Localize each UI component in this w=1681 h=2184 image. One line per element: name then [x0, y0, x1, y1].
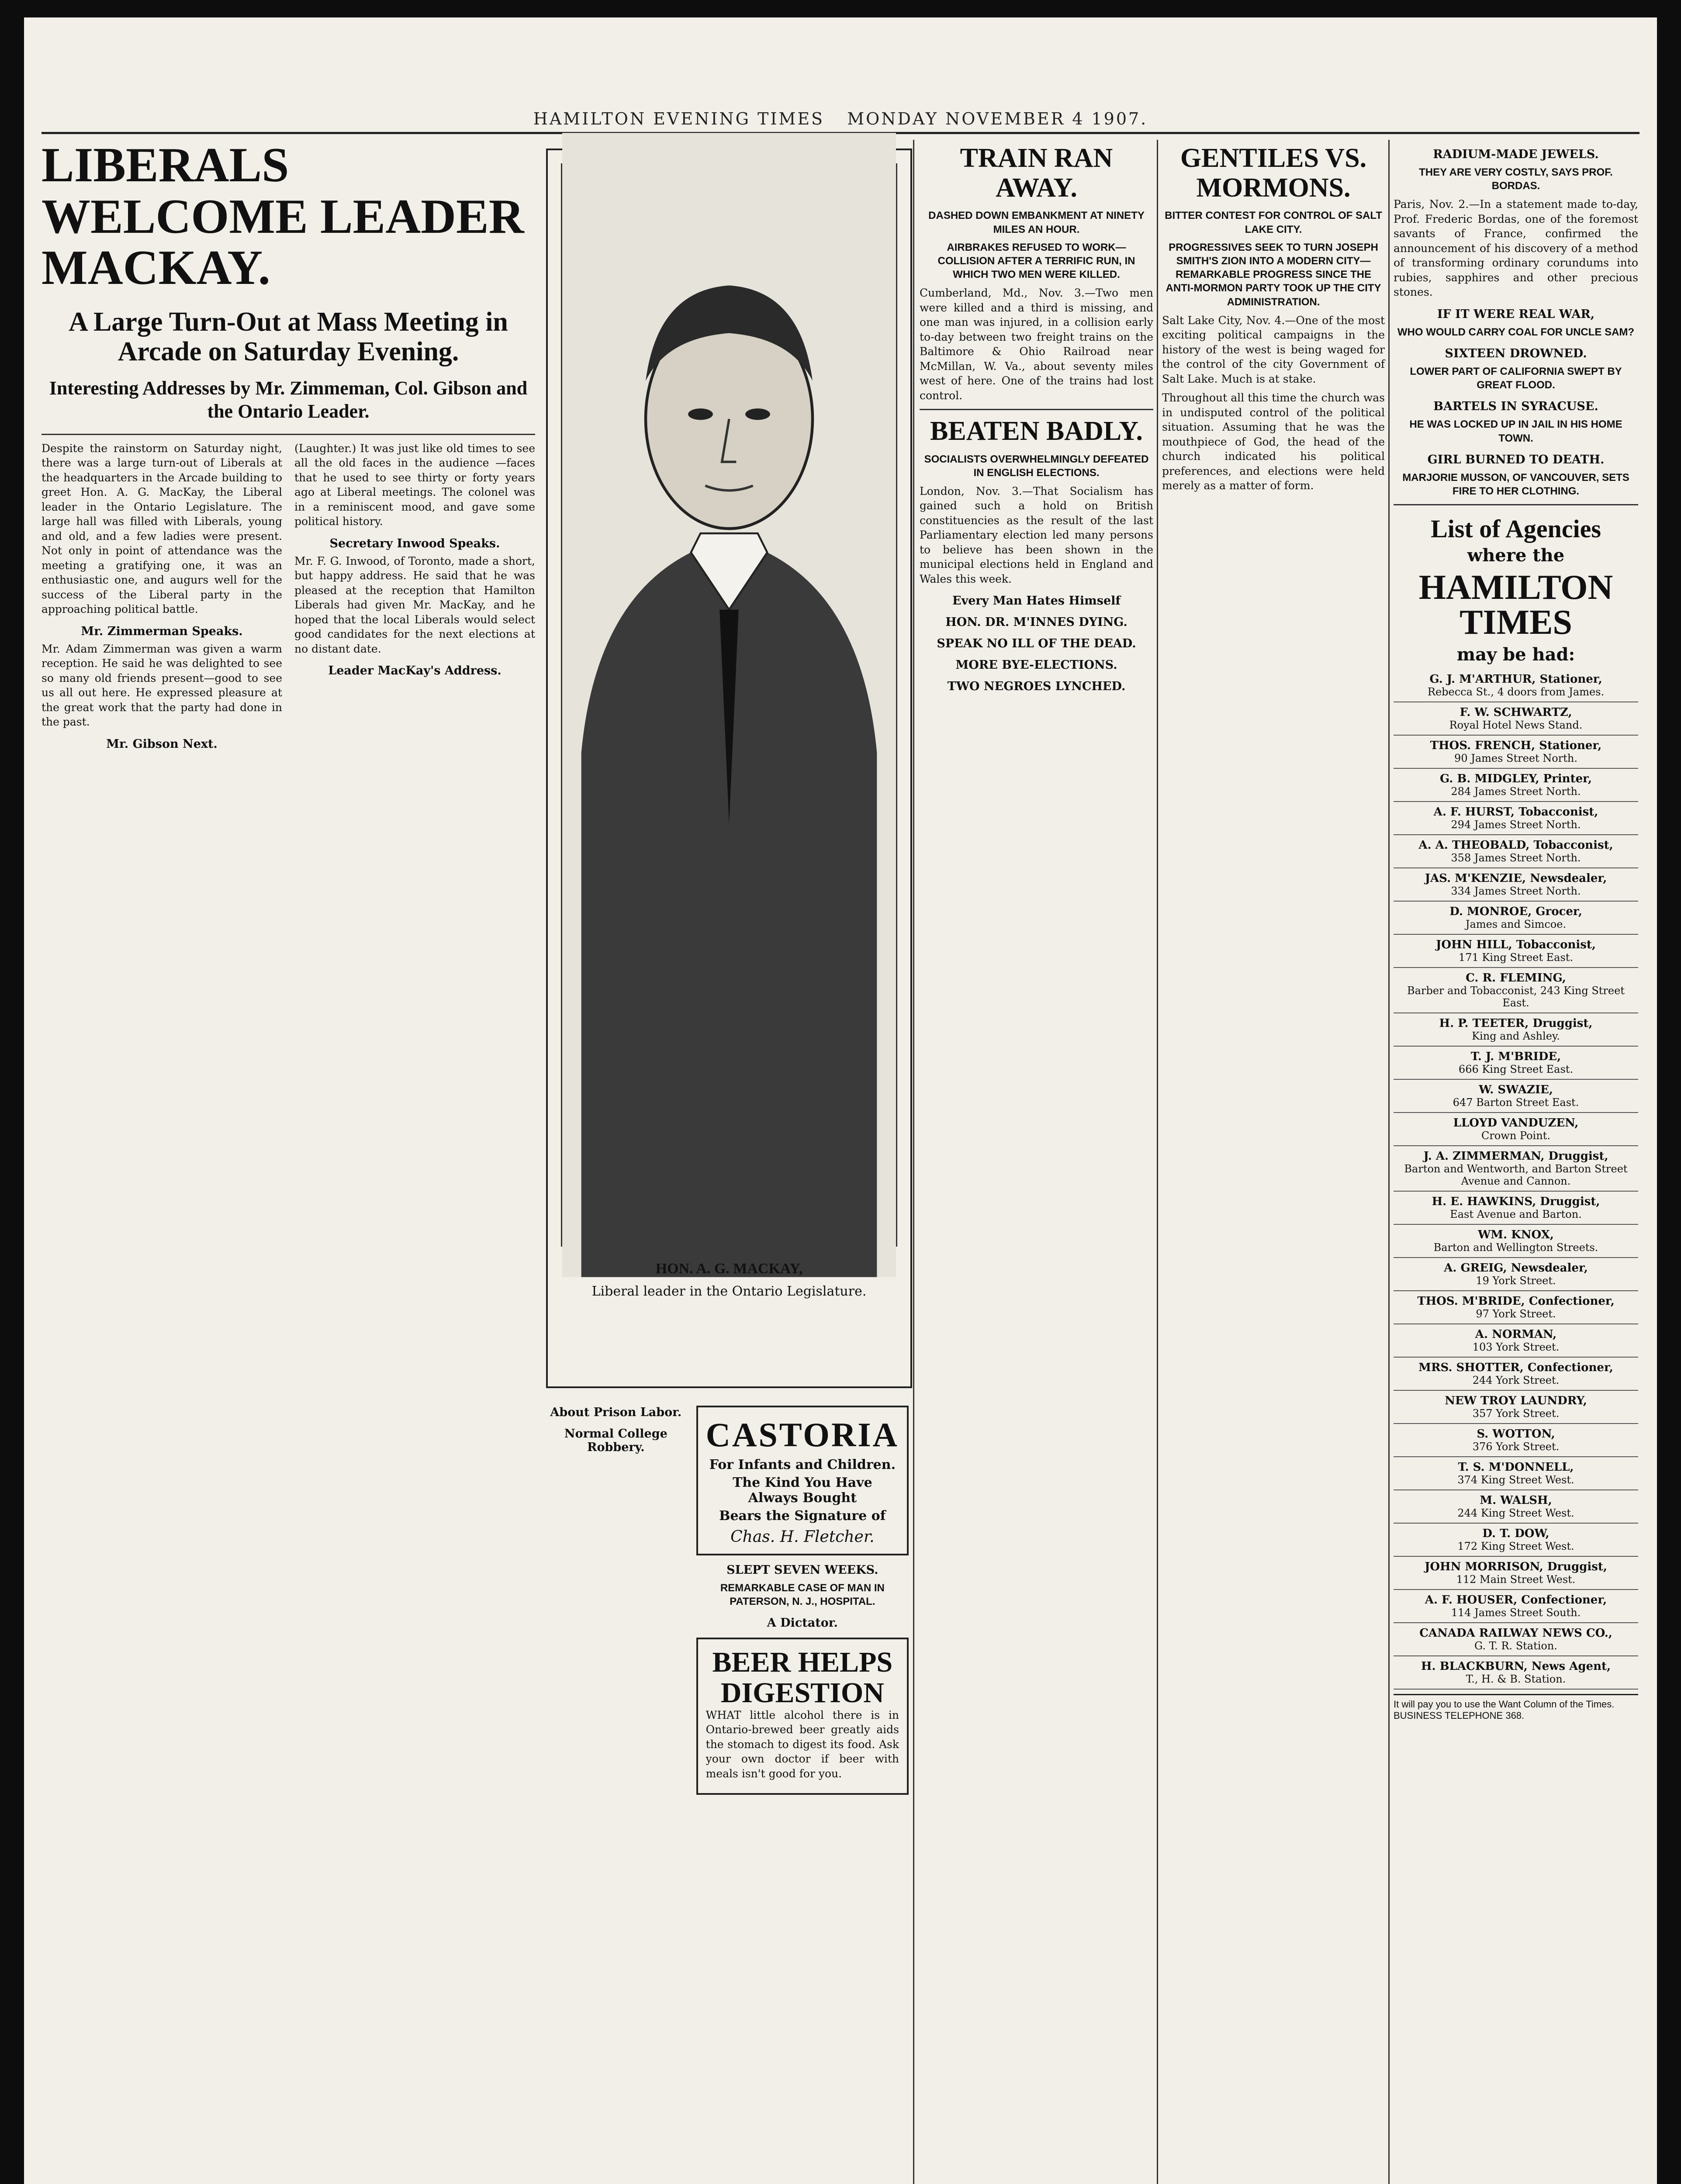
agency-item	[1394, 968, 1638, 1013]
train-headline: TRAIN RAN AWAY.	[960, 143, 1113, 203]
lynched-head: TWO NEGROES LYNCHED.	[947, 680, 1126, 694]
agency-list	[1394, 669, 1638, 1690]
agency-address: 357 York Street.	[1472, 1407, 1560, 1420]
agency-name: A. F. HURST, Tobacconist,	[1433, 805, 1598, 819]
agency-name: A. A. THEOBALD, Tobacconist,	[1418, 839, 1613, 852]
train-divider	[920, 409, 1153, 410]
agency-item	[1394, 1358, 1638, 1391]
agency-name: H. P. TEETER, Druggist,	[1439, 1017, 1593, 1030]
middle-columns	[546, 1398, 909, 2184]
agency-address: G. T. R. Station.	[1474, 1640, 1557, 1652]
lead-headline: LIBERALS WELCOME LEADER MACKAY.	[42, 138, 524, 295]
agency-name: LLOYD VANDUZEN,	[1453, 1116, 1579, 1130]
agency-title: List of Agencies	[1431, 515, 1601, 543]
agency-address: 294 James Street North.	[1451, 819, 1581, 831]
agency-name: G. J. M'ARTHUR, Stationer,	[1429, 673, 1602, 686]
agency-address: 171 King Street East.	[1458, 951, 1574, 964]
agency-name: M. WALSH,	[1480, 1494, 1552, 1507]
agency-name: W. SWAZIE,	[1479, 1083, 1553, 1097]
lead-subhead-zimmerman: Mr. Zimmerman Speaks.	[81, 624, 243, 638]
speak-no-ill-head: SPEAK NO ILL OF THE DEAD.	[937, 637, 1136, 651]
train-column	[920, 140, 1153, 2184]
agency-address: 376 York Street.	[1472, 1441, 1560, 1453]
column-rule	[913, 140, 914, 2184]
train-deck: DASHED DOWN EMBANKMENT AT NINETY MILES AN HOUR.	[928, 210, 1145, 235]
agency-address: Barton and Wellington Streets.	[1433, 1241, 1598, 1254]
syracuse-deck: HE WAS LOCKED UP IN JAIL IN HIS HOME TOWN.	[1409, 418, 1622, 444]
agency-name: THOS. FRENCH, Stationer,	[1430, 739, 1602, 753]
lead-body-right	[294, 441, 535, 754]
agency-name: A. GREIG, Newsdealer,	[1444, 1261, 1588, 1275]
agency-name: C. R. FLEMING,	[1466, 971, 1566, 985]
agency-name: NEW TROY LAUNDRY,	[1445, 1394, 1587, 1408]
agency-item	[1394, 1291, 1638, 1324]
agency-name: MRS. SHOTTER, Confectioner,	[1418, 1361, 1613, 1375]
train-deck-2: AIRBRAKES REFUSED TO WORK—COLLISION AFTER A TERRIFIC RUN, IN WHICH TWO MEN WERE KILLED.	[937, 241, 1135, 281]
agency-item	[1394, 1623, 1638, 1656]
agency-name: JAS. M'KENZIE, Newsdealer,	[1425, 872, 1607, 885]
agency-item	[1394, 1013, 1638, 1047]
want-column-notice: It will pay you to use the Want Column of the Times. BUSINESS TELEPHONE 368.	[1394, 1694, 1638, 1721]
dictator-head: A Dictator.	[767, 1616, 838, 1630]
agency-address: 244 York Street.	[1472, 1374, 1560, 1387]
agency-item	[1394, 1457, 1638, 1490]
column-rule	[1157, 140, 1158, 2184]
agency-address: 334 James Street North.	[1451, 885, 1581, 898]
mormon-deck-2: PROGRESSIVES SEEK TO TURN JOSEPH SMITH'S ZION INTO A MODERN CITY—REMARKABLE PROGRESS SINCE THE ANTI-MORMON PARTY TOOK UP THE CITY ADMINISTRATION.	[1166, 241, 1381, 308]
radium-deck: THEY ARE VERY COSTLY, SAYS PROF. BORDAS.	[1419, 166, 1613, 192]
agency-address: East Avenue and Barton.	[1450, 1208, 1582, 1221]
burned-head: GIRL BURNED TO DEATH.	[1427, 453, 1605, 467]
masthead-paper: HAMILTON EVENING TIMES	[533, 109, 825, 128]
prison-labor-head: About Prison Labor.	[550, 1406, 682, 1419]
agency-address: 112 Main Street West.	[1456, 1573, 1576, 1586]
agency-name: S. WOTTON,	[1477, 1427, 1555, 1441]
middle-column-right	[696, 1398, 909, 2184]
radium-paragraph: Paris, Nov. 2.—In a statement made to-day, Prof. Frederic Bordas, one of the foremost savants of France, confirmed the announcement of his discovery of a method of transforming ordinary corundums into rubies, sapphires and other precious stones.	[1394, 198, 1638, 299]
beer-text: WHAT little alcohol there is in Ontario-brewed beer greatly aids the stomach to digest its food. Ask your own doctor if beer with meals isn't good for you.	[706, 1708, 899, 1780]
lead-deck-2: Interesting Addresses by Mr. Zimmeman, Col. Gibson and the Ontario Leader.	[49, 377, 528, 422]
agency-item	[1394, 1258, 1638, 1291]
agency-name: THOS. M'BRIDE, Confectioner,	[1417, 1295, 1615, 1308]
agency-address: 244 King Street West.	[1457, 1507, 1574, 1520]
mormon-column	[1162, 140, 1385, 2184]
agency-item	[1394, 669, 1638, 702]
agency-name: T. J. M'BRIDE,	[1470, 1050, 1561, 1064]
agency-item	[1394, 868, 1638, 902]
mormon-paragraph-2: Throughout all this time the church was in undisputed control of the political situation. Assuming that he was the mouthpiece of God, the head of the church indicated his political preferences, and elections were held merely as a matter of form.	[1162, 391, 1385, 492]
mormon-paragraph-1: Salt Lake City, Nov. 4.—One of the most exciting political campaigns in the history of the west is being waged for the control of the city Government of Salt Lake. Much is at stake.	[1162, 314, 1385, 385]
agency-item	[1394, 935, 1638, 968]
agency-name: A. F. HOUSER, Confectioner,	[1425, 1593, 1607, 1607]
portrait-frame	[546, 149, 912, 1388]
agency-item	[1394, 1656, 1638, 1690]
portrait-caption-name: HON. A. G. MACKAY,	[655, 1261, 803, 1277]
agency-address: 647 Barton Street East.	[1453, 1096, 1579, 1109]
portrait-caption-text: Liberal leader in the Ontario Legislature.	[591, 1284, 867, 1299]
agency-item	[1394, 769, 1638, 802]
agency-item	[1394, 1391, 1638, 1424]
beer-ad	[696, 1638, 909, 1795]
burned-deck: MARJORIE MUSSON, OF VANCOUVER, SETS FIRE TO HER CLOTHING.	[1402, 471, 1629, 497]
agency-where: where the	[1467, 545, 1565, 566]
slept-head: SLEPT SEVEN WEEKS.	[726, 1563, 879, 1577]
agency-address: 97 York Street.	[1476, 1308, 1556, 1320]
agency-item	[1394, 1192, 1638, 1225]
agency-item	[1394, 1225, 1638, 1258]
lead-body-left	[42, 441, 282, 754]
agency-name: H. BLACKBURN, News Agent,	[1421, 1660, 1611, 1673]
real-war-head: IF IT WERE REAL WAR,	[1437, 307, 1595, 321]
hates-himself-head: Every Man Hates Himself	[952, 594, 1121, 608]
agency-name: D. T. DOW,	[1482, 1527, 1550, 1541]
agency-item	[1394, 1047, 1638, 1080]
agency-address: James and Simcoe.	[1465, 918, 1567, 931]
agency-item	[1394, 1113, 1638, 1146]
column-rule	[1388, 140, 1390, 2184]
newspaper-page	[24, 17, 1657, 2184]
agency-name: T. S. M'DONNELL,	[1458, 1461, 1574, 1474]
agency-item	[1394, 1524, 1638, 1557]
masthead	[24, 109, 1657, 127]
agency-address: 19 York Street.	[1476, 1275, 1556, 1287]
agency-name: JOHN HILL, Tobacconist,	[1436, 938, 1596, 952]
castoria-ad	[696, 1406, 909, 1555]
agency-address: Barton and Wentworth, and Barton Street Avenue and Cannon.	[1404, 1163, 1628, 1188]
briefs-column	[1394, 140, 1638, 2184]
agency-paper: HAMILTON TIMES	[1418, 568, 1613, 642]
agency-address: Barber and Tobacconist, 243 King Street East.	[1407, 985, 1625, 1009]
agency-item	[1394, 1080, 1638, 1113]
agency-had: may be had:	[1456, 644, 1575, 665]
radium-head: RADIUM-MADE JEWELS.	[1433, 148, 1599, 161]
castoria-tagline: The Kind You Have Always Bought	[732, 1475, 872, 1506]
lead-paragraph-1: Despite the rainstorm on Saturday night, there was a large turn-out of Liberals at the headquarters in the Arcade building to greet Hon. A. G. MacKay, the Liberal leader in the Ontario Legislature. The large hall was filled with Liberals, young and old, and a few ladies were present. Not only in point of attendance was the meeting a gratifying one, it was an enthusiastic one, and augurs well for the success of the Liberal party in the approaching political battle.	[42, 442, 282, 616]
agency-item	[1394, 1557, 1638, 1590]
agency-name: A. NORMAN,	[1475, 1328, 1557, 1341]
agency-item	[1394, 1590, 1638, 1623]
agency-name: D. MONROE, Grocer,	[1449, 905, 1582, 919]
syracuse-head: BARTELS IN SYRACUSE.	[1433, 400, 1598, 414]
lead-deck-1: A Large Turn-Out at Mass Meeting in Arcade on Saturday Evening.	[69, 307, 508, 366]
drowned-head: SIXTEEN DROWNED.	[1445, 347, 1587, 361]
mormon-headline: GENTILES VS. MORMONS.	[1180, 143, 1367, 203]
agency-name: H. E. HAWKINS, Druggist,	[1432, 1195, 1600, 1209]
lead-body-columns	[42, 441, 535, 754]
agency-address: Crown Point.	[1481, 1130, 1550, 1142]
masthead-date: MONDAY NOVEMBER 4 1907.	[847, 109, 1148, 128]
beer-headline: BEER HELPS DIGESTION	[712, 1646, 893, 1709]
agency-name: F. W. SCHWARTZ,	[1460, 706, 1572, 719]
beaten-deck: SOCIALISTS OVERWHELMINGLY DEFEATED IN ENGLISH ELECTIONS.	[924, 453, 1149, 479]
agency-address: Royal Hotel News Stand.	[1449, 719, 1583, 732]
normal-college-head: Normal College Robbery.	[564, 1427, 668, 1454]
lead-story	[42, 140, 535, 2184]
agency-name: JOHN MORRISON, Druggist,	[1425, 1560, 1607, 1574]
castoria-signature: Chas. H. Fletcher.	[730, 1528, 875, 1546]
agency-name: G. B. MIDGLEY, Printer,	[1439, 772, 1592, 786]
agency-item	[1394, 1424, 1638, 1457]
train-paragraph: Cumberland, Md., Nov. 3.—Two men were killed and a third is missing, and one man was injured, in a collision early to-day between two freight trains on the Baltimore & Ohio Railroad near McMillan, W. Va., about seventy miles west of here. One of the trains had lost control.	[920, 287, 1153, 402]
agency-name: CANADA RAILWAY NEWS CO.,	[1419, 1627, 1612, 1640]
castoria-for: For Infants and Children.	[709, 1457, 896, 1472]
lead-paragraph-4: Mr. Adam Zimmerman was given a warm reception. He said he was delighted to see so many old friends present—good to see us all out here. He expressed pleasure at the great work that the party had done in the past.	[42, 642, 282, 729]
lead-paragraph-2: (Laughter.) It was just like old times to see all the old faces in the audience —faces that he used to see thirty or forty years ago at Liberal meetings. The colonel was in a reminiscent mood, and gave some political history.	[294, 442, 535, 528]
mormon-deck: BITTER CONTEST FOR CONTROL OF SALT LAKE CITY.	[1165, 210, 1382, 235]
castoria-bears: Bears the Signature of	[719, 1508, 886, 1524]
agency-item	[1394, 1324, 1638, 1358]
agency-name: J. A. ZIMMERMAN, Druggist,	[1423, 1150, 1608, 1163]
minnes-dying-head: HON. DR. M'INNES DYING.	[945, 615, 1128, 629]
lead-paragraph-3: Mr. F. G. Inwood, of Toronto, made a short, but happy address. He said that he was pleased at the reception that Hamilton Liberals had given Mr. MacKay, and he hoped that the local Liberals would select good candidates for the next elections at no distant date.	[294, 554, 535, 655]
beaten-paragraph: London, Nov. 3.—That Socialism has gained such a hold on British constituencies as the result of the last Parliamentary election led many persons to believe has been shown in the municipal elections held in England and Wales this week.	[920, 484, 1153, 585]
lead-subhead-gibson: Mr. Gibson Next.	[106, 737, 218, 751]
agency-address: 103 York Street.	[1472, 1341, 1560, 1354]
bye-elections-head: MORE BYE-ELECTIONS.	[955, 658, 1117, 672]
agency-address: 374 King Street West.	[1457, 1474, 1574, 1486]
agency-item	[1394, 802, 1638, 835]
agency-item	[1394, 835, 1638, 868]
drowned-deck: LOWER PART OF CALIFORNIA SWEPT BY GREAT FLOOD.	[1410, 366, 1622, 391]
middle-column-left	[546, 1398, 686, 2184]
real-war-deck: WHO WOULD CARRY COAL FOR UNCLE SAM?	[1397, 326, 1635, 338]
agency-item	[1394, 736, 1638, 769]
agency-item	[1394, 702, 1638, 736]
portrait-image	[561, 163, 897, 1247]
agency-item	[1394, 1490, 1638, 1524]
agency-divider	[1394, 504, 1638, 505]
agency-address: Rebecca St., 4 doors from James.	[1427, 686, 1605, 698]
agency-name: WM. KNOX,	[1478, 1228, 1554, 1242]
agency-address: 358 James Street North.	[1451, 852, 1581, 864]
agency-address: 114 James Street South.	[1451, 1607, 1581, 1619]
lead-divider	[42, 434, 535, 435]
agency-address: King and Ashley.	[1472, 1030, 1560, 1043]
agency-address: T., H. & B. Station.	[1466, 1673, 1566, 1686]
lead-subhead-mackay: Leader MacKay's Address.	[328, 664, 502, 678]
lead-subhead-inwood: Secretary Inwood Speaks.	[329, 536, 500, 550]
portrait-illustration	[562, 165, 896, 1245]
agency-item	[1394, 1146, 1638, 1192]
agency-address: 284 James Street North.	[1451, 785, 1581, 798]
agency-item	[1394, 902, 1638, 935]
agency-address: 172 King Street West.	[1457, 1540, 1574, 1553]
beaten-headline: BEATEN BADLY.	[930, 416, 1143, 446]
agency-address: 666 King Street East.	[1458, 1063, 1574, 1076]
agency-address: 90 James Street North.	[1454, 752, 1577, 765]
castoria-name: CASTORIA	[706, 1416, 899, 1454]
slept-deck: REMARKABLE CASE OF MAN IN PATERSON, N. J., HOSPITAL.	[720, 1582, 885, 1608]
